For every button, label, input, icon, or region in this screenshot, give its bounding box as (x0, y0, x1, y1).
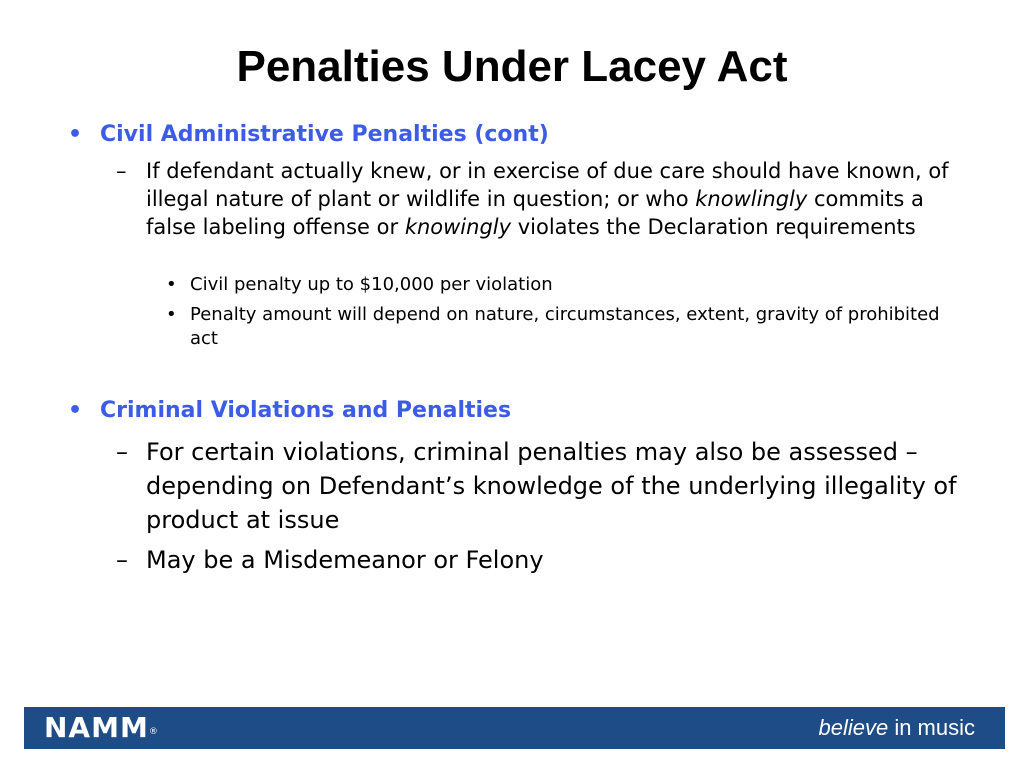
tagline: believe in music (818, 715, 975, 740)
dash-icon: – (116, 546, 128, 574)
sub-list-item (166, 273, 966, 297)
dash-icon: – (116, 159, 127, 183)
list-item-text: May be a Misdemeanor or Felony (146, 546, 544, 574)
bullet-icon: • (68, 398, 83, 423)
sub-list-item (166, 303, 966, 351)
list-item (116, 157, 976, 241)
section-heading-text: Criminal Violations and Penalties (100, 398, 512, 423)
list-item-text: If defendant actually knew, or in exercise of due care should have known, of illegal nature of plant or wildlife in question; or who knowlingly commits a false labeling offense or knowingly violates the Declaration requirements (146, 159, 949, 239)
bullet-icon: • (68, 122, 83, 147)
section-heading-text: Civil Administrative Penalties (cont) (100, 122, 549, 147)
dot-icon: • (166, 274, 177, 295)
namm-logo: NAMM® (44, 711, 159, 744)
list-item-text: For certain violations, criminal penalties may also be assessed – depending on Defendant’s knowledge of the underlying illegality of product at issue (146, 438, 957, 534)
footer-bar (24, 707, 1005, 749)
list-item (116, 543, 976, 577)
sub-list-item-text: Civil penalty up to $10,000 per violation (190, 274, 553, 295)
dot-icon: • (166, 304, 177, 325)
slide-title: Penalties Under Lacey Act (236, 42, 788, 91)
list-item (116, 435, 976, 537)
dash-icon: – (116, 438, 128, 466)
sub-list-item-text: Penalty amount will depend on nature, circumstances, extent, gravity of prohibited act (190, 304, 940, 349)
